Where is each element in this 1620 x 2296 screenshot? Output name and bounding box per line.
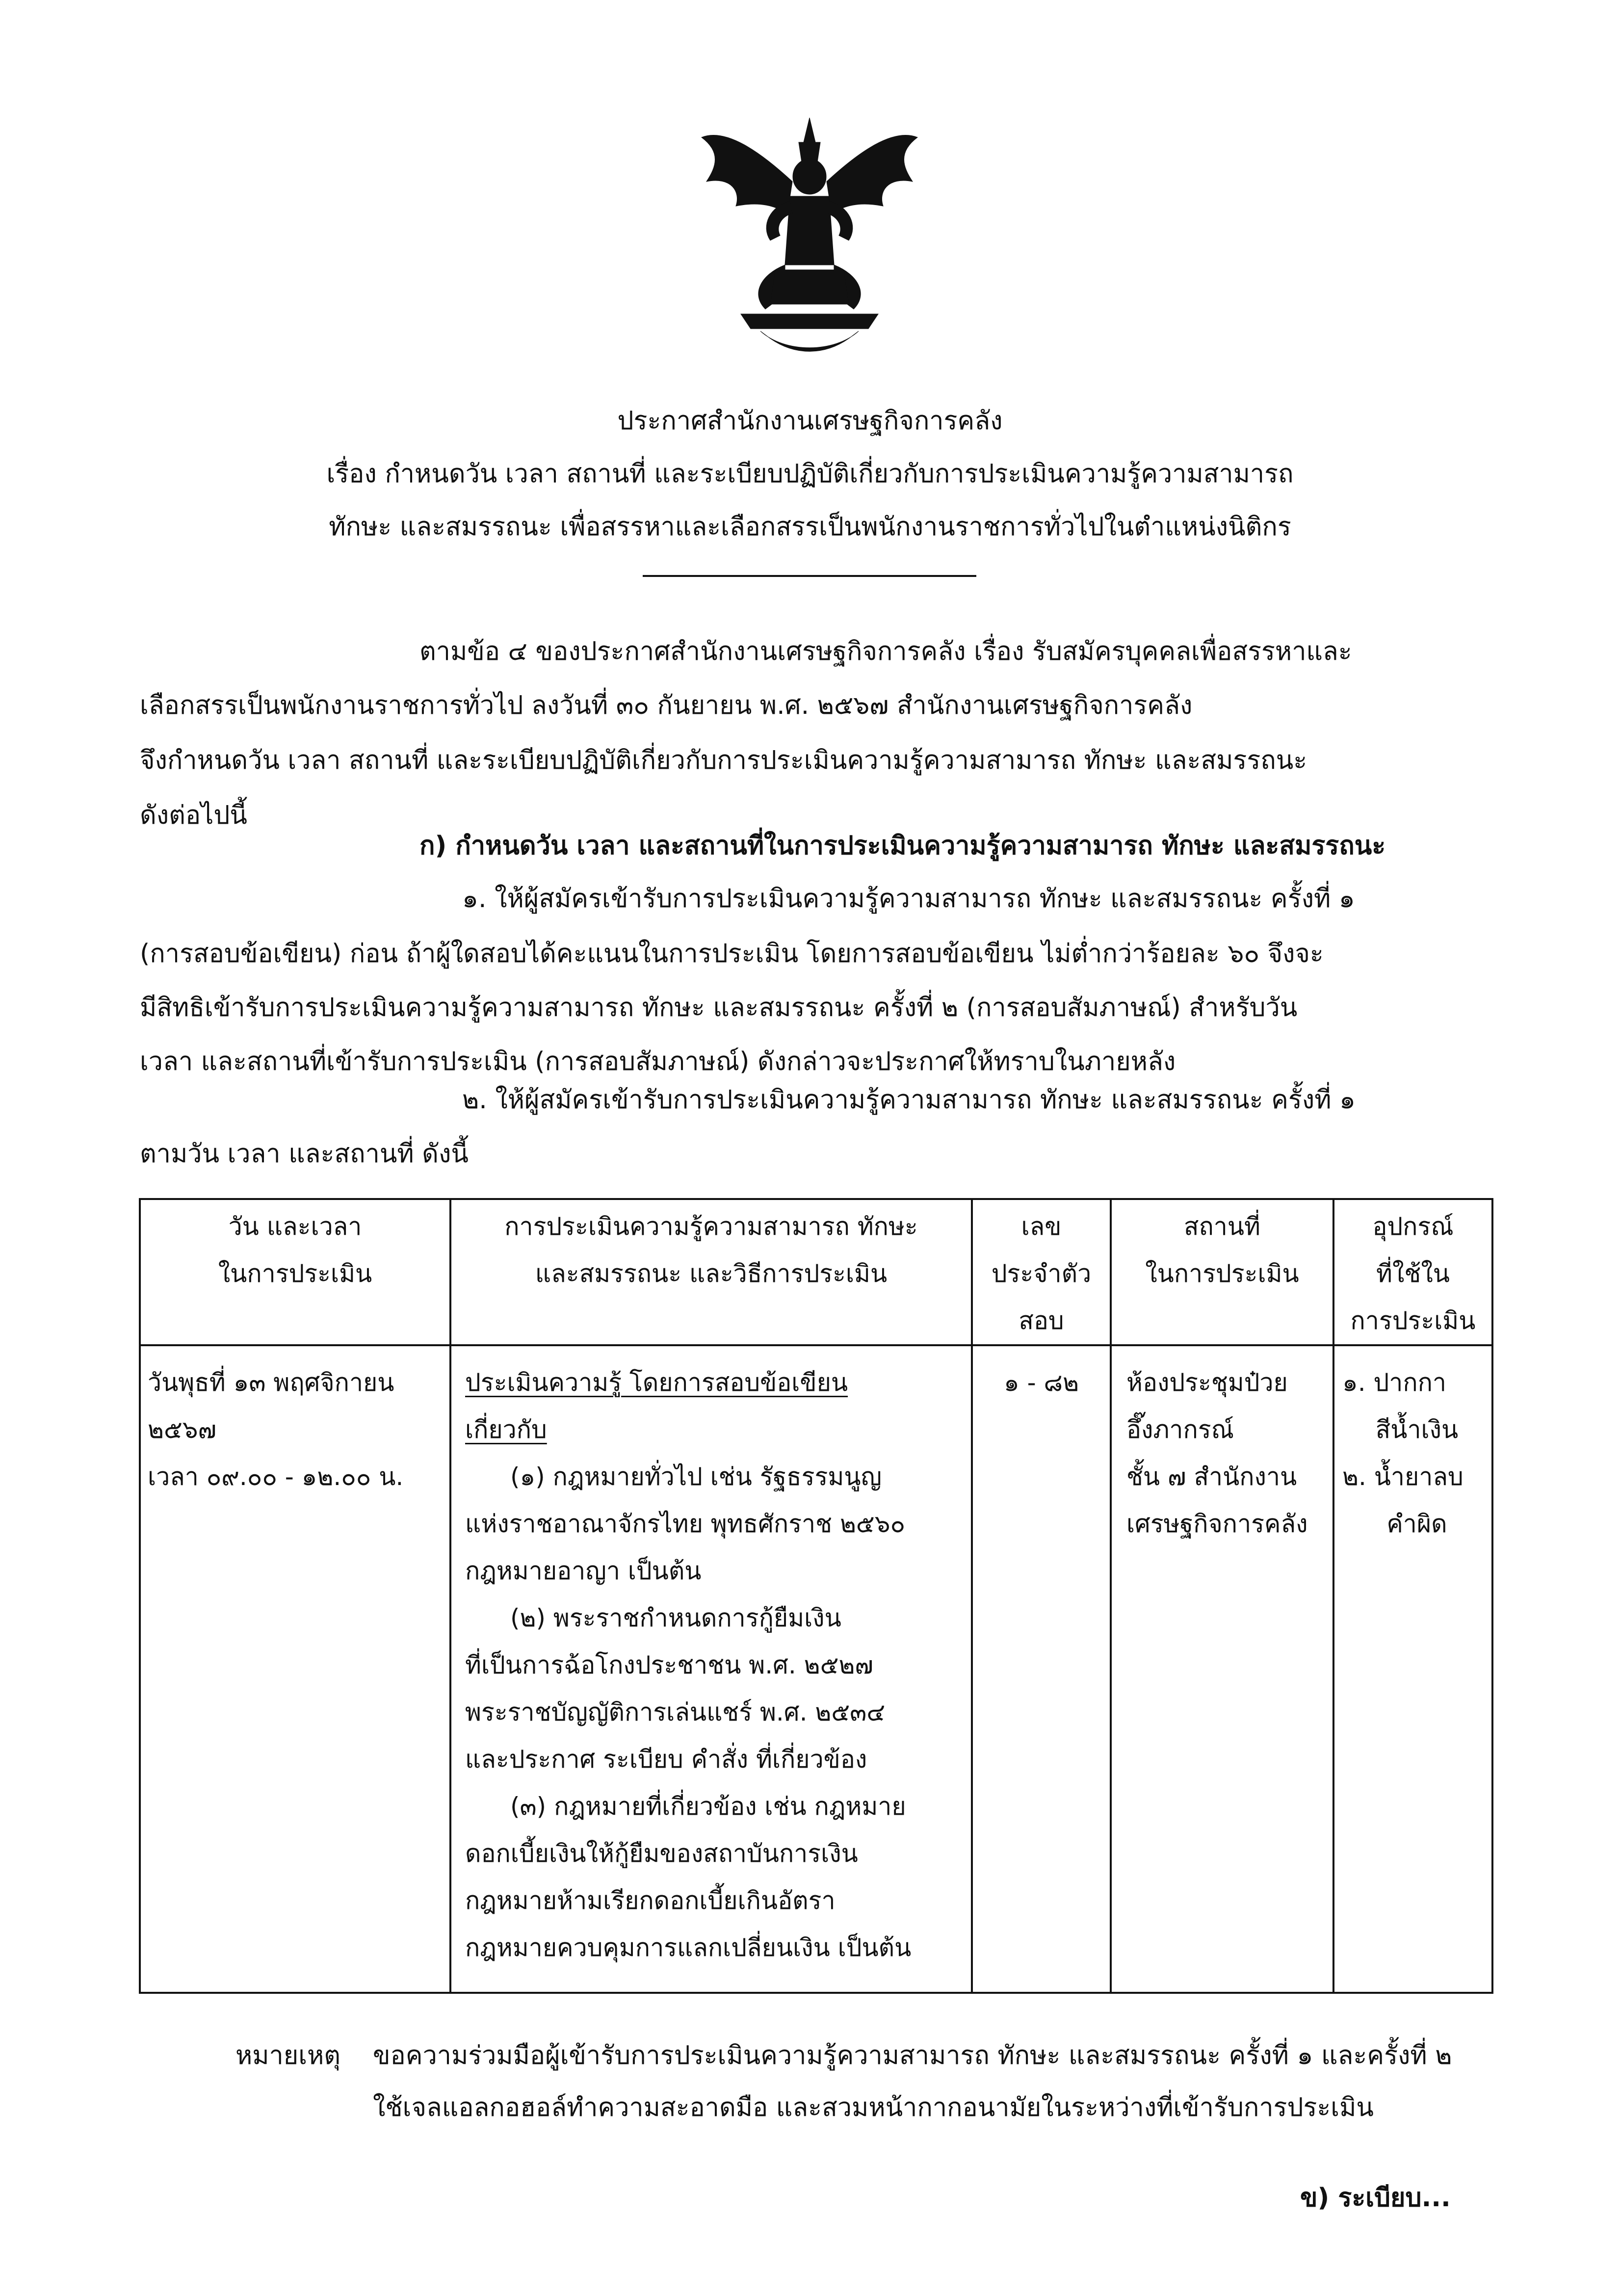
announcement-subject: เรื่อง กำหนดวัน เวลา สถานที่ และระเบียบปฏิบัติเกี่ยวกับการประเมินความรู้ความสามารถ xyxy=(326,459,1294,489)
cell-exam-numbers: ๑ - ๘๒ xyxy=(972,1345,1111,1993)
cell-equipment: ๑. ปากกา สีน้ำเงิน ๒. น้ำยาลบ คำผิด xyxy=(1333,1345,1492,1993)
cell-datetime: วันพุธที่ ๑๓ พฤศจิกายน ๒๕๖๗ เวลา ๐๙.๐๐ - ๑๒.๐๐ น. xyxy=(140,1345,450,1993)
continuation-marker: ข) ระเบียบ... xyxy=(1300,2183,1451,2213)
section-a-title: ก) กำหนดวัน เวลา และสถานที่ในการประเมินความรู้ความสามารถ ทักษะ และสมรรถนะ xyxy=(419,831,1386,861)
item2-line-1: ๒. ให้ผู้สมัครเข้ารับการประเมินความรู้ความสามารถ ทักษะ และสมรรถนะ ครั้งที่ ๑ xyxy=(462,1085,1356,1115)
announcement-title: ประกาศสำนักงานเศรษฐกิจการคลัง xyxy=(617,406,1003,436)
item1-line-3: มีสิทธิเข้ารับการประเมินความรู้ความสามารถ ทักษะ และสมรรถนะ ครั้งที่ ๒ (การสอบสัมภาษณ์) สำหรับวัน xyxy=(140,993,1298,1022)
method-title: ประเมินความรู้ โดยการสอบข้อเขียน xyxy=(465,1368,848,1397)
item1-line-4: เวลา และสถานที่เข้ารับการประเมิน (การสอบสัมภาษณ์) ดังกล่าวจะประกาศให้ทราบในภายหลัง xyxy=(140,1047,1176,1076)
intro-line-2: เลือกสรรเป็นพนักงานราชการทั่วไป ลงวันที่ ๓๐ กันยายน พ.ศ. ๒๕๖๗ สำนักงานเศรษฐกิจการคลัง xyxy=(140,691,1193,720)
garuda-emblem xyxy=(687,108,932,363)
method-title-cont: เกี่ยวกับ xyxy=(465,1415,547,1444)
cell-method: ประเมินความรู้ โดยการสอบข้อเขียน เกี่ยวกับ (๑) กฎหมายทั่วไป เช่น รัฐธรรมนูญ แห่งราชอาณาจักรไทย พุทธศักราช ๒๕๖๐ กฎหมายอาญา เป็นต้น (๒) พระราชกำหนดการกู้ยืมเงิน ที่เป็นการฉ้อโกงประชาชน พ.ศ. ๒๕๒๗ พระราชบัญญัติการเล่นแชร์ พ.ศ. ๒๕๓๔ และประกาศ ระเบียบ คำสั่ง ที่เกี่ยวข้อง (๓) กฎหมายที่เกี่ยวข้อง เช่น กฎหมาย ดอกเบี้ยเงินให้กู้ยืมของสถาบันการเงิน กฎหมายห้ามเรียกดอกเบี้ยเกินอัตรา กฎหมายควบคุมการแลกเปลี่ยนเงิน เป็นต้น xyxy=(450,1345,972,1993)
header-location: สถานที่ ในการประเมิน xyxy=(1111,1199,1333,1345)
table-header-row xyxy=(140,1199,1492,1345)
item1-line-1: ๑. ให้ผู้สมัครเข้ารับการประเมินความรู้ความสามารถ ทักษะ และสมรรถนะ ครั้งที่ ๑ xyxy=(462,884,1355,913)
header-exam-number: เลข ประจำตัว สอบ xyxy=(972,1199,1111,1345)
item2-line-2: ตามวัน เวลา และสถานที่ ดังนี้ xyxy=(140,1139,469,1169)
title-divider xyxy=(643,575,976,577)
intro-line-4: ดังต่อไปนี้ xyxy=(140,801,247,830)
note-line-2: ใช้เจลแอลกอฮอล์ทำความสะอาดมือ และสวมหน้ากากอนามัยในระหว่างที่เข้ารับการประเมิน xyxy=(373,2093,1374,2122)
intro-line-3: จึงกำหนดวัน เวลา สถานที่ และระเบียบปฏิบัติเกี่ยวกับการประเมินความรู้ความสามารถ ทักษะ และสมรรถนะ xyxy=(140,746,1307,775)
cell-location: ห้องประชุมป๋วย อึ๊งภากรณ์ ชั้น ๗ สำนักงาน เศรษฐกิจการคลัง xyxy=(1111,1345,1333,1993)
header-equipment: อุปกรณ์ ที่ใช้ใน การประเมิน xyxy=(1333,1199,1492,1345)
header-method: การประเมินความรู้ความสามารถ ทักษะ และสมรรถนะ และวิธีการประเมิน xyxy=(450,1199,972,1345)
exam-schedule-table xyxy=(139,1198,1493,1994)
header-datetime: วัน และเวลา ในการประเมิน xyxy=(140,1199,450,1345)
table-row xyxy=(140,1345,1492,1993)
announcement-subject-cont: ทักษะ และสมรรถนะ เพื่อสรรหาและเลือกสรรเป็นพนักงานราชการทั่วไปในตำแหน่งนิติกร xyxy=(329,512,1291,542)
item1-line-2: (การสอบข้อเขียน) ก่อน ถ้าผู้ใดสอบได้คะแนนในการประเมิน โดยการสอบข้อเขียน ไม่ต่ำกว่าร้อยละ ๖๐ จึงจะ xyxy=(140,939,1324,968)
note-line-1: ขอความร่วมมือผู้เข้ารับการประเมินความรู้ความสามารถ ทักษะ และสมรรถนะ ครั้งที่ ๑ และครั้งที่ ๒ xyxy=(373,2041,1452,2070)
note-label: หมายเหตุ xyxy=(235,2041,341,2070)
intro-line-1: ตามข้อ ๔ ของประกาศสำนักงานเศรษฐกิจการคลัง เรื่อง รับสมัครบุคคลเพื่อสรรหาและ xyxy=(419,637,1352,666)
